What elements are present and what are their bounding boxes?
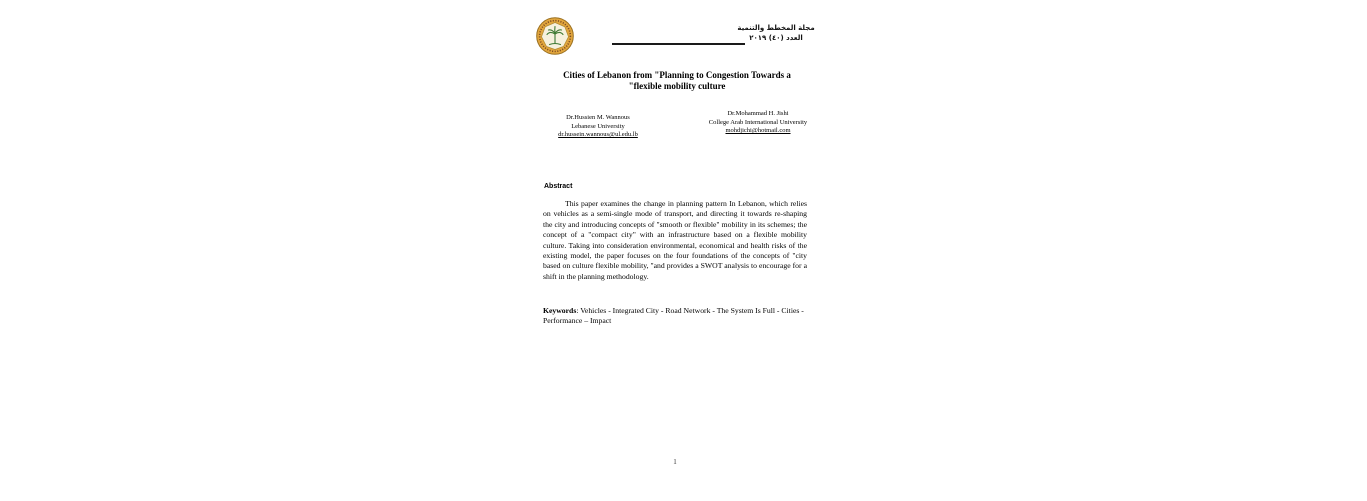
author-2-email-link[interactable]: mohdjichi@hotmail.com <box>725 127 791 134</box>
keywords-label: Keywords <box>543 306 577 315</box>
keywords-text: : Vehicles - Integrated City - Road Network - The System Is Full - Cities - Performance – Impact <box>543 306 804 325</box>
journal-issue-arabic: العدد (٤٠) ٢٠١٩ <box>749 33 803 42</box>
paper-title <box>543 70 811 92</box>
paper-title-line1: Cities of Lebanon from "Planning to Congestion Towards a <box>563 70 791 80</box>
abstract-heading: Abstract <box>544 183 573 190</box>
journal-name-arabic: مجلة المخطط والتنمية <box>737 24 815 32</box>
author-2-name: Dr.Mohammad H. Jishi <box>727 110 789 117</box>
author-1-email-link[interactable]: dr.hussein.wannous@ul.edu.lb <box>558 131 638 138</box>
author-block-1 <box>541 114 655 140</box>
page-number: 1 <box>673 458 677 466</box>
author-2-affiliation: College Arab International University <box>708 118 808 126</box>
palm-tree-seal-icon <box>536 17 574 55</box>
university-seal-logo <box>536 17 574 55</box>
abstract-body <box>543 199 807 282</box>
author-1-name: Dr.Hussien M. Wannous <box>566 114 630 121</box>
keywords-line <box>543 306 830 326</box>
author-1-affiliation: Lebanese University <box>571 122 625 130</box>
author-block-2 <box>697 110 819 136</box>
paper-title-line2: "flexible mobility culture <box>628 81 726 91</box>
abstract-paragraph: This paper examines the change in planning pattern In Lebanon, which relies on vehicles as a semi-single mode of transport, and directing it towards re-shaping the city and introducing concepts of "smooth or flexible" mobility in its schemes; the concept of a "compact city" with an infrastructure based on a flexible mobility culture. Taking into consideration environmental, economical and health risks of the existing model, the paper focuses on the four foundations of the concepts of "city based on culture flexible mobility, "and provides a SWOT analysis to encourage for a shift in the planning methodology. <box>543 199 807 281</box>
header-divider-line <box>612 43 745 45</box>
journal-header-arabic <box>721 24 831 43</box>
